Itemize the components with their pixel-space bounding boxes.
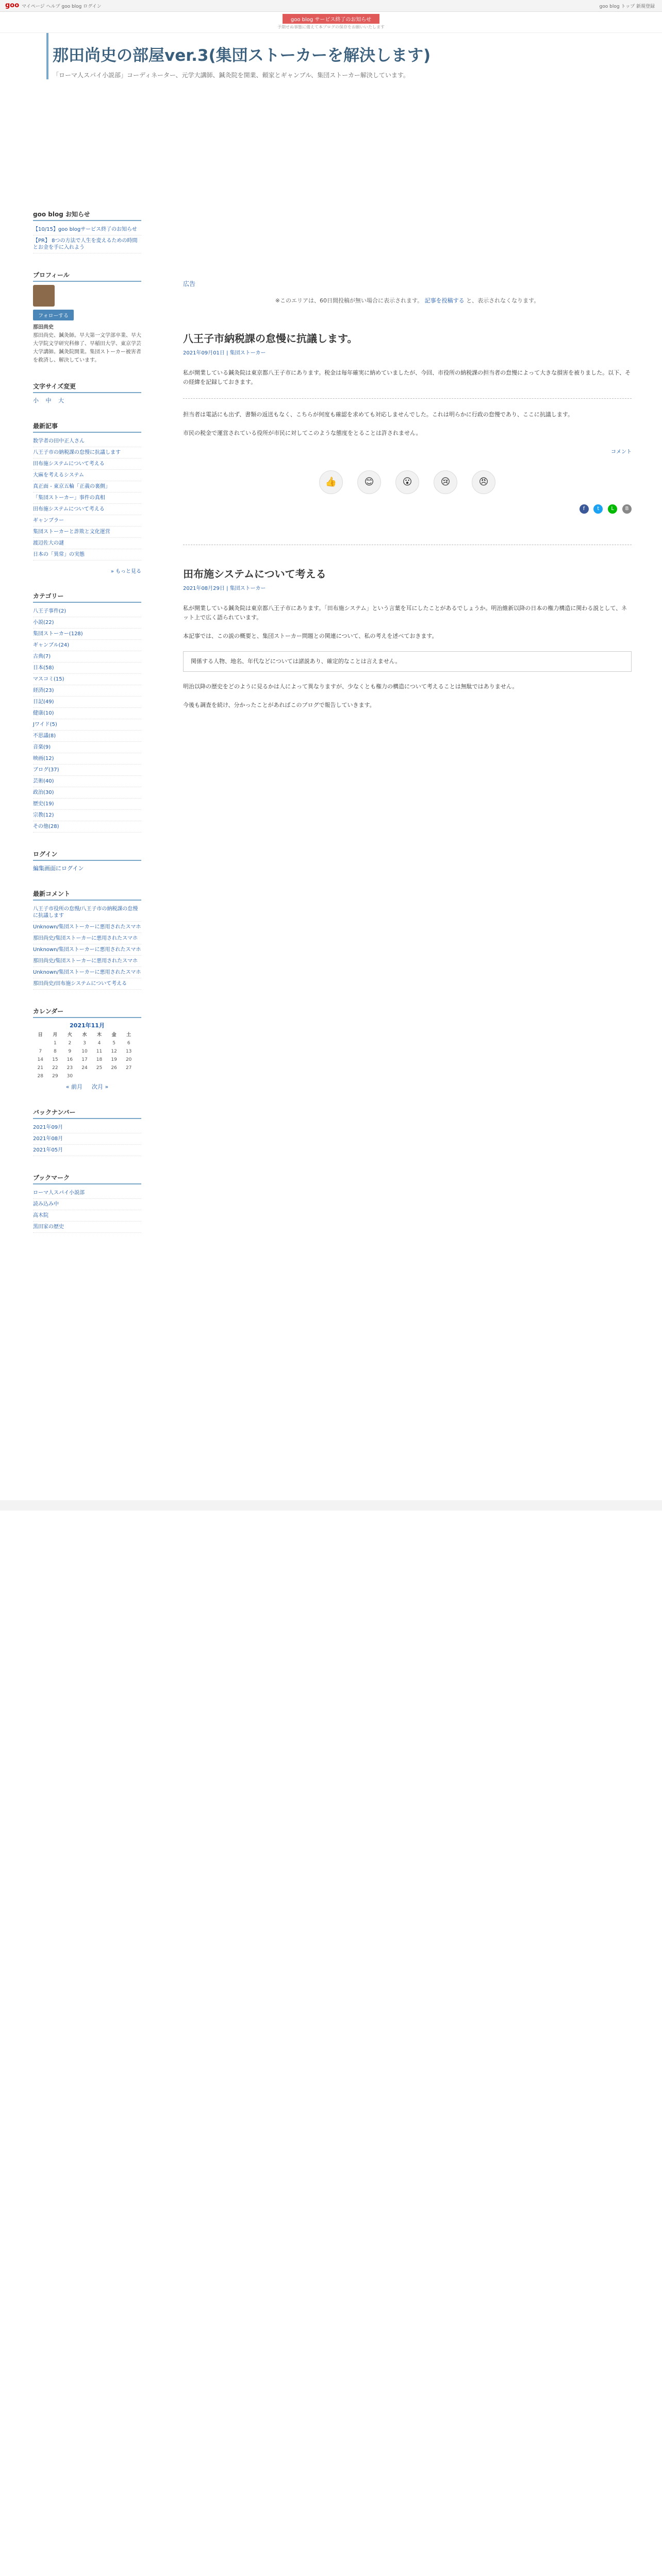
backnumber-link[interactable]: 2021年05月 [33,1145,141,1156]
calendar-day: 16 [67,1057,73,1062]
bookmark-share-icon[interactable]: B [622,504,632,514]
avatar[interactable] [33,285,55,307]
calendar-month: 2021年11月 [70,1022,105,1029]
goo-notice-item[interactable]: 【PR】 8つの方法で人生を変えるための時間とお金を手に入れよう [33,235,141,253]
notice-sub: 予期せぬ事態に備えて本プログの保存をお願いいたします [277,25,385,29]
calendar-day: 22 [52,1065,58,1071]
calendar-day: 2 [68,1041,72,1046]
login-box [33,848,141,872]
goo-notice-box [33,208,141,253]
fontsize-heading: 文字サイズ変更 [33,380,141,393]
recent-box [33,420,141,574]
post-meta[interactable]: 2021年08月29日 | 集団ストーカー [183,586,266,591]
bookmark-link[interactable]: 高木院 [33,1210,141,1222]
category-link[interactable]: ブログ(37) [33,765,141,776]
calendar-day: 9 [68,1049,72,1054]
recent-post-link[interactable]: 田布施システムについて考える [33,504,141,515]
service-links[interactable]: goo blog トップ 新規登録 [599,4,655,9]
calendar-day: 21 [37,1065,43,1071]
category-link[interactable]: 政治(30) [33,787,141,799]
post-paragraph: 担当者は電話にも出ず、書類の返送もなく、こちらが何度も確認を求めても対応しませんでした。これは明らかに行政の怠慢であり、ここに抗議します。 [183,411,574,418]
category-link[interactable]: Jワイド(5) [33,719,141,731]
recent-heading: 最新記事 [33,420,141,433]
category-link[interactable]: 集団ストーカー(128) [33,629,141,640]
comment-link[interactable]: 八王子市役所の怠慢/八王子市の納税課の怠慢に抗議します [33,904,141,922]
category-link[interactable]: マスコミ(15) [33,674,141,685]
post-title[interactable]: 田布施システムについて考える [183,568,326,580]
calendar-day: 25 [96,1065,103,1071]
twitter-share-icon[interactable]: t [593,504,603,514]
calendar-day [92,1072,107,1080]
category-heading: カテゴリー [33,590,141,603]
notice-bar[interactable]: goo blog サービス終了のお知らせ [283,14,379,24]
category-link[interactable]: 宗教(12) [33,810,141,821]
category-link[interactable]: 音楽(9) [33,742,141,753]
backnumber-link[interactable]: 2021年08月 [33,1133,141,1145]
inactive-notice-text: ※このエリアは、60日間投稿が無い場合に表示されます。 [275,297,423,304]
category-link[interactable]: 不思議(8) [33,731,141,742]
calendar-day: 14 [37,1057,43,1062]
divider [183,398,632,399]
post-article-link[interactable]: 記事を投稿する [424,297,465,304]
calendar-day: 26 [111,1065,117,1071]
category-link[interactable]: 日記(49) [33,697,141,708]
category-link[interactable]: 歴史(19) [33,799,141,810]
calendar-day: 20 [125,1057,132,1062]
follow-button[interactable]: フォローする [33,310,74,320]
calendar-day: 15 [52,1057,58,1062]
inactive-notice-tail: と、表示されなくなります。 [466,297,540,304]
post-paragraph: 市民の税金で運営されている役所が市民に対してこのような態度をとることは許されません。 [183,430,422,436]
reaction-smile-icon[interactable]: 😊 [357,470,381,494]
share-bar [183,504,632,514]
calendar-table [33,1029,136,1080]
recent-post-link[interactable]: 田布施システムについて考える [33,459,141,470]
reaction-sad-icon[interactable]: 😢 [434,470,457,494]
calendar-day: 13 [125,1049,132,1054]
category-box [33,590,141,833]
calendar-day: 24 [81,1065,88,1071]
calendar-day: 5 [112,1041,115,1046]
comment-link[interactable]: 那田尚史/集団ストーカーに悪用されたスマホ [33,933,141,944]
category-link[interactable]: ギャンブル(24) [33,640,141,651]
calendar-heading: カレンダー [33,1005,141,1018]
fontsize-box [33,380,141,404]
calendar-weekday: 土 [126,1032,131,1038]
calendar-weekday: 火 [67,1032,72,1038]
login-link[interactable]: 編集画面にログイン [33,865,84,872]
calendar-day: 18 [96,1057,103,1062]
recent-post-link[interactable]: 集団ストーカーと詐欺と文化運営 [33,527,141,538]
calendar-day: 6 [127,1041,130,1046]
category-link[interactable]: 経済(23) [33,685,141,697]
profile-box [33,269,141,365]
reaction-like-icon[interactable]: 👍 [319,470,343,494]
line-share-icon[interactable]: L [608,504,617,514]
calendar-day: 3 [83,1041,86,1046]
category-link[interactable]: その他(28) [33,821,141,833]
recent-post-link[interactable]: 日本の「異常」の実態 [33,549,141,561]
post-paragraph: 私が開業している鍼灸院は東京都八王子市にあります。税金は毎年確実に納めていましたが、今回、市役所の納税課の担当者の怠慢によって大きな損害を被りました。以下、その経緯を記録しておきます。 [183,369,631,385]
comments-box [33,888,141,990]
calendar-day: 7 [39,1049,42,1054]
calendar-day: 23 [67,1065,73,1071]
post-paragraph: 本記事では、この説の概要と、集団ストーカー問題との関連について、私の考えを述べておきます。 [183,633,438,639]
post-1 [183,330,632,514]
calendar-nav[interactable]: « 前月 次月 » [65,1083,109,1090]
profile-heading: プロフィール [33,269,141,282]
calendar-day [107,1072,122,1080]
calendar-day: 19 [111,1057,117,1062]
bookmark-box [33,1172,141,1233]
recent-post-link[interactable]: ギャンブラー [33,515,141,527]
post-meta[interactable]: 2021年09月01日 | 集団ストーカー [183,350,266,356]
calendar-day: 8 [53,1049,57,1054]
calendar-day: 27 [125,1065,132,1071]
sidebar [33,208,141,1248]
calendar-day: 12 [111,1049,117,1054]
calendar-weekday: 木 [97,1032,102,1038]
calendar-day: 17 [81,1057,88,1062]
profile-text: 那田尚史、鍼灸師。早大第一文学部卒業、早大大学院文学研究科修了、早稲田大学、東京学芸大学講師。鍼灸院開業。集団ストーカー被害者を救済し、解決しています。 [33,333,141,363]
post-title[interactable]: 八王子市納税課の怠慢に抗議します。 [183,332,358,345]
comments-heading: 最新コメント [33,888,141,901]
calendar-weekday: 水 [82,1032,87,1038]
calendar-day: 28 [37,1074,43,1079]
backnumber-box [33,1106,141,1156]
category-link[interactable]: 映画(12) [33,753,141,765]
calendar-weekday: 金 [111,1032,117,1038]
calendar-day [121,1072,136,1080]
recent-post-link[interactable]: 「集団ストーカー」事件の真相 [33,493,141,504]
calendar-day [77,1072,92,1080]
facebook-share-icon[interactable]: f [580,504,589,514]
recent-post-link[interactable]: 八王子市の納税課の怠慢に抗議します [33,447,141,459]
top-bar [0,0,662,12]
backnumber-link[interactable]: 2021年09月 [33,1122,141,1133]
calendar-weekday: 日 [38,1032,43,1038]
comment-link[interactable]: Unknown/集団ストーカーに悪用されたスマホ [33,944,141,956]
calendar-weekday: 月 [53,1032,58,1038]
bookmark-link[interactable]: ローマ人スパイ小説部 [33,1188,141,1199]
category-link[interactable]: 芸術(40) [33,776,141,787]
ad-label: 広告 [183,280,196,287]
category-link[interactable]: 小説(22) [33,617,141,629]
recent-post-link[interactable]: 数学者の田中正人さん [33,436,141,447]
reaction-bar [183,470,632,494]
calendar-box [33,1005,141,1091]
category-link[interactable]: 健康(10) [33,708,141,719]
category-link[interactable]: 古典(7) [33,651,141,663]
calendar-day: 1 [53,1041,57,1046]
comment-link[interactable]: 那田尚史/田布施システムについて考える [33,978,141,990]
calendar-day: 11 [96,1049,103,1054]
calendar-day: 10 [81,1049,88,1054]
blog-description: 「ローマ人スパイ小説部」コーディネーター、元学大講師、鍼灸院を開業、頼家とギャンブル、集団ストーカー解決しています。 [53,72,409,79]
quote-box: 関係する人物、地名、年代などについては諸説あり、確定的なことは言えません。 [183,651,632,672]
blog-title[interactable]: 那田尚史の部屋ver.3(集団ストーカーを解決します) [53,46,431,65]
recent-post-link[interactable]: 大麻を考えるシステム [33,470,141,481]
bookmark-heading: ブックマーク [33,1172,141,1184]
service-notice [0,12,662,33]
profile-name[interactable]: 那田尚史 [33,325,54,330]
reaction-surprise-icon[interactable]: 😮 [395,470,419,494]
section-band [0,1500,662,1511]
recent-post-link[interactable]: 真正面 - 東京五輪「正義の裏側」 [33,481,141,493]
main-content [183,279,632,719]
blog-header [0,33,662,84]
category-link[interactable]: 八王子事件(2) [33,606,141,617]
fontsize-medium[interactable]: 中 [45,397,52,404]
calendar-day: 29 [52,1074,58,1079]
comment-link[interactable]: Unknown/集団ストーカーに悪用されたスマホ [33,922,141,933]
login-heading: ログイン [33,848,141,861]
fontsize-small[interactable]: 小 [33,397,39,404]
bookmark-link[interactable]: 黒田家の歴史 [33,1222,141,1233]
post-paragraph: 私が開業している鍼灸院は東京都八王子市にあります。「田布施システム」という言葉を耳にしたことがあるでしょうか。明治維新以降の日本の権力構造に関わる説として、ネット上で広く語られています。 [183,605,627,621]
goo-notice-heading: goo blog お知らせ [33,208,141,221]
post-paragraph: 今後も調査を続け、分かったことがあればこのブログで報告していきます。 [183,702,375,708]
recent-more-link[interactable]: » もっと見る [110,569,141,574]
recent-post-link[interactable]: 渡辺佐大の謎 [33,538,141,549]
fontsize-large[interactable]: 大 [58,397,64,404]
inactive-notice [183,296,632,304]
goo-logo[interactable]: goo [5,2,20,9]
comment-link[interactable]: 那田尚史/集団ストーカーに悪用されたスマホ [33,956,141,967]
top-links[interactable]: マイページ ヘルプ goo blog ログイン [22,4,102,9]
post-2 [183,566,632,710]
goo-notice-item[interactable]: 【10/15】goo blogサービス終了のお知らせ [33,224,141,235]
comment-link[interactable]: コメント [611,449,632,455]
comment-link[interactable]: Unknown/集団ストーカーに悪用されたスマホ [33,967,141,978]
post-paragraph: 明治以降の歴史をどのように見るかは人によって異なりますが、少なくとも権力の構造について考えることは無駄ではありません。 [183,683,518,690]
category-link[interactable]: 日本(58) [33,663,141,674]
reaction-angry-icon[interactable]: 😠 [472,470,495,494]
bookmark-link[interactable]: 読み込み中 [33,1199,141,1210]
calendar-day [33,1039,48,1047]
backnumber-heading: バックナンバー [33,1106,141,1119]
calendar-day: 30 [67,1074,73,1079]
calendar-day: 4 [97,1041,101,1046]
